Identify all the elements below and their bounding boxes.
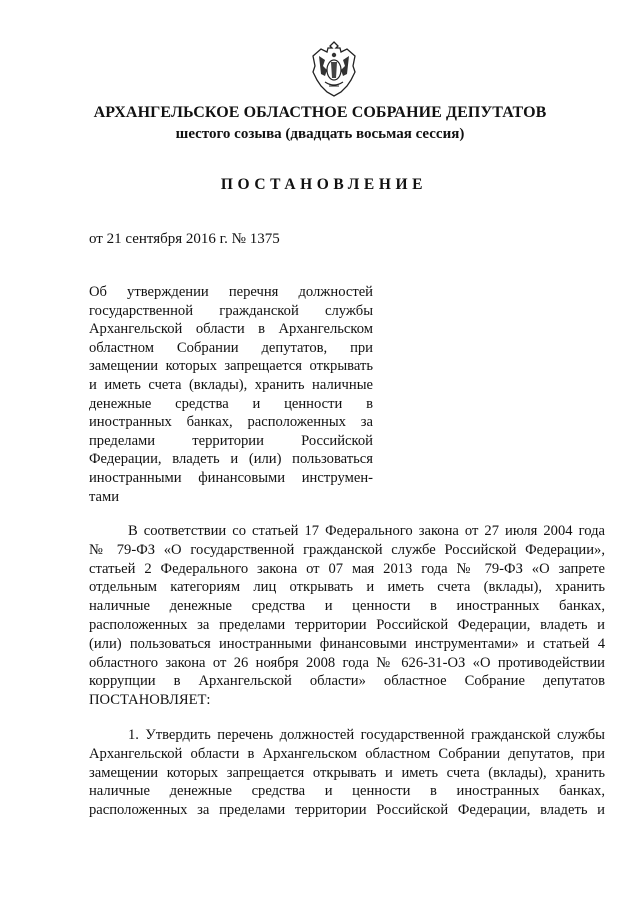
subject-line: областном Собрании депутатов, при xyxy=(89,339,373,356)
resolution-subject xyxy=(89,283,373,506)
subject-line: денежные средства и ценности в xyxy=(89,395,373,412)
subject-line: Федерации, владеть и (или) пользоваться xyxy=(89,451,373,468)
item-line: 1. Утвердить перечень должностей государственной гражданской службы xyxy=(128,726,605,743)
preamble-line: ПОСТАНОВЛЯЕТ: xyxy=(89,692,211,709)
subject-line: тами xyxy=(89,488,120,505)
subject-line: замещении которых запрещается открывать xyxy=(89,358,373,375)
preamble-line: № 79-ФЗ «О государственной гражданской службе Российской Федерации», xyxy=(89,541,605,558)
item-line: наличные денежные средства и ценности в иностранных банках, xyxy=(89,783,605,800)
organization-title: АРХАНГЕЛЬСКОЕ ОБЛАСТНОЕ СОБРАНИЕ ДЕПУТАТОВ xyxy=(93,104,547,121)
subject-line: Архангельской области в Архангельском xyxy=(89,321,373,338)
preamble-line: расположенных за пределами территории Российской Федерации, владеть и xyxy=(89,616,605,633)
preamble-line: (или) пользоваться иностранными финансовыми инструментами» и статьей 4 xyxy=(89,635,605,652)
preamble-line: областного закона от 26 ноября 2008 года № 626-31-ОЗ «О противодействии xyxy=(89,654,605,671)
preamble-line: отдельным категориям лиц открывать и иметь счета (вклады), хранить xyxy=(89,579,605,596)
date-and-number: от 21 сентября 2016 г. № 1375 xyxy=(89,231,280,247)
preamble-line: коррупции в Архангельской области» областное Собрание депутатов xyxy=(89,673,605,690)
document-type-heading: ПОСТАНОВЛЕНИЕ xyxy=(220,176,428,193)
item-line: Архангельской области в Архангельском областном Собрании депутатов, при xyxy=(89,745,605,762)
subject-line: и иметь счета (вклады), хранить наличные xyxy=(89,376,373,393)
coat-of-arms-icon xyxy=(311,40,357,98)
preamble-line: В соответствии со статьей 17 Федерального закона от 27 июля 2004 года xyxy=(128,523,605,539)
item-1-paragraph xyxy=(89,726,605,820)
preamble-line: наличные денежные средства и ценности в иностранных банках, xyxy=(89,598,605,615)
subject-line: Об утверждении перечня должностей xyxy=(89,284,373,300)
subject-line: государственной гражданской службы xyxy=(89,302,373,319)
item-line: замещении которых запрещается открывать и иметь счета (вклады), хранить xyxy=(89,764,605,781)
resolution-body xyxy=(89,522,605,820)
preamble-paragraph xyxy=(89,522,605,710)
preamble-line: статьей 2 Федерального закона от 07 мая 2013 года № 79-ФЗ «О запрете xyxy=(89,560,605,577)
subject-line: пределами территории Российской xyxy=(89,432,373,449)
convocation-subtitle: шестого созыва (двадцать восьмая сессия) xyxy=(175,126,465,142)
subject-line: иностранными финансовыми инструмен- xyxy=(89,469,373,486)
subject-line: иностранных банках, расположенных за xyxy=(89,414,373,431)
item-line: расположенных за пределами территории Российской Федерации, владеть и xyxy=(89,802,605,819)
